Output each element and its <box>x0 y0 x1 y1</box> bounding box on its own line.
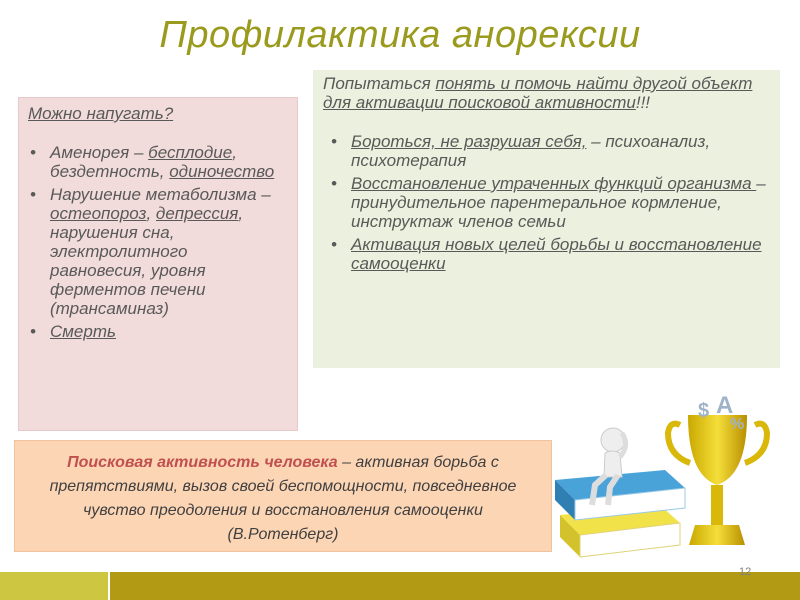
book-stack-icon <box>555 470 685 557</box>
trophy-icon <box>668 392 767 545</box>
definition-box <box>14 440 552 552</box>
page-number: 12 <box>739 566 752 578</box>
list-item: • Бороться, не разрушая себя, – психоанализ, психотерапия <box>323 132 770 170</box>
left-panel <box>18 97 298 431</box>
slide-title: Профилактика анорексии <box>159 14 641 56</box>
svg-text:$: $ <box>698 400 710 422</box>
illustration <box>550 385 780 570</box>
svg-text:%: % <box>730 416 745 433</box>
list-item: • Смерть <box>28 322 287 341</box>
svg-text:A: A <box>716 392 734 419</box>
list-item: • Аменорея – бесплодие, бездетность, одиночество <box>28 143 287 181</box>
list-item: • Восстановление утраченных функций организма – принудительное парентеральное кормление, инструктаж членов семьи <box>323 174 770 231</box>
left-list <box>28 143 287 341</box>
footer-bar <box>110 572 800 600</box>
list-item: • Активация новых целей борьбы и восстановление самооценки <box>323 235 770 273</box>
definition-text: – активная борьба с препятствиями, вызов своей беспомощности, повседневное чувство преодоления и восстановления самооценки (В.Ротенберг) <box>49 454 517 543</box>
definition-term: Поисковая активность человека <box>67 454 338 471</box>
list-item: • Нарушение метаболизма – остеопороз, депрессия, нарушения сна, электролитного равновесия, уровня ферментов печени (трансаминаз) <box>28 185 287 318</box>
left-panel-heading: Можно напугать? <box>28 104 174 123</box>
right-panel <box>313 70 780 368</box>
footer-accent <box>0 572 108 600</box>
right-panel-heading: Попытаться понять и помочь найти другой объект для активации поисковой активности!!! <box>323 74 753 112</box>
right-list <box>323 132 770 273</box>
